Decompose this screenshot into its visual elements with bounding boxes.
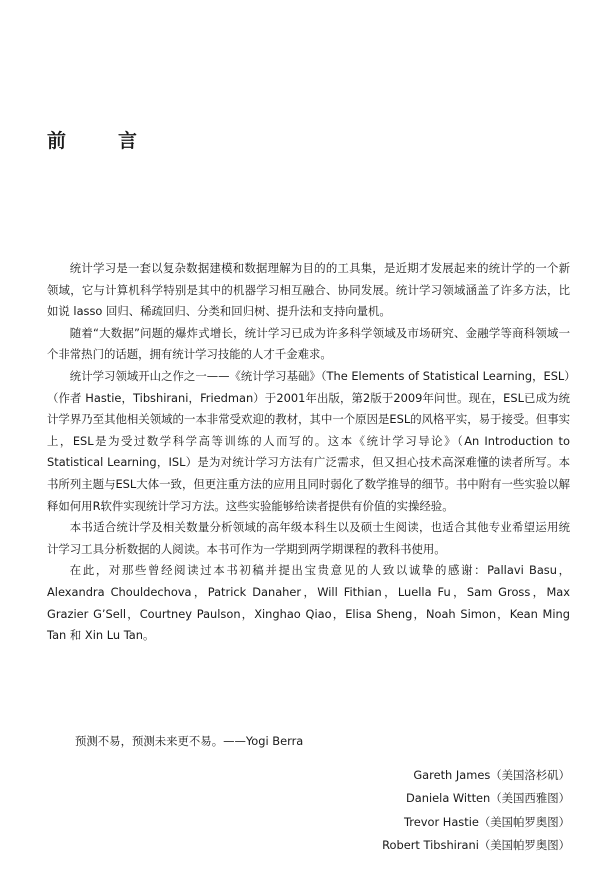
author-signatures [382,764,570,858]
preface-body [47,258,570,647]
paragraph: 本书适合统计学及相关数量分析领域的高年级本科生以及硕士生阅读，也适合其他专业希望运用统计学习工具分析数据的人阅读。本书可作为一学期到两学期课程的教科书使用。 [47,520,570,556]
signature-line: Trevor Hastie（美国帕罗奥图） [404,814,570,829]
paragraph: 随着“大数据”问题的爆炸式增长，统计学习已成为许多科学领域及市场研究、金融学等商科领域一个非常热门的话题，拥有统计学习技能的人才千金难求。 [47,325,570,362]
title-char-2: 言 [118,130,138,152]
paragraph: 统计学习是一套以复杂数据建模和数据理解为目的的工具集，是近期才发展起来的统计学的一个新领域，它与计算机科学特别是其中的机器学习相互融合、协同发展。统计学习领域涵盖了许多方法，比如说 lasso 回归、稀疏回归、分类和回归树、提升法和支持向量机。 [47,261,570,319]
epigraph-quote: 预测不易，预测未来更不易。——Yogi Berra [75,734,304,748]
page-title [47,126,137,153]
signature-line: Robert Tibshirani（美国帕罗奥图） [382,838,570,853]
title-char-1: 前 [47,130,67,152]
signature-line: Daniela Witten（美国西雅图） [406,791,570,806]
paragraph: 在此，对那些曾经阅读过本书初稿并提出宝贵意见的人致以诚挚的感谢：Pallavi Basu，Alexandra Chouldechova，Patrick Danaher，Will Fithian，Luella Fu，Sam Gross，Max Grazier G’Sell，Courtney Paulson，Xinghao Qiao，Elisa Sheng，Noah Simon，Kean Ming Tan 和 Xin Lu Tan。 [47,563,570,643]
paragraph: 统计学习领域开山之作之一——《统计学习基础》（The Elements of Statistical Learning，ESL）（作者 Hastie，Tibshirani，Friedman）于2001年出版，第2版于2009年问世。现在，ESL已成为统计学界乃至其他相关领域的一本非常受欢迎的教材，其中一个原因是ESL的风格平实，易于接受。但事实上，ESL是为受过数学科学高等训练的人而写的。这本《统计学习导论》（An Introduction to Statistical Learning，ISL）是为对统计学习方法有广泛需求，但又担心技术高深难懂的读者所写。本书所列主题与ESL大体一致，但更注重方法的应用且同时弱化了数学推导的细节。书中附有一些实验以解释如何用R软件实现统计学习方法。这些实验能够给读者提供有价值的实操经验。 [47,368,570,513]
signature-line: Gareth James（美国洛杉矶） [413,768,570,782]
